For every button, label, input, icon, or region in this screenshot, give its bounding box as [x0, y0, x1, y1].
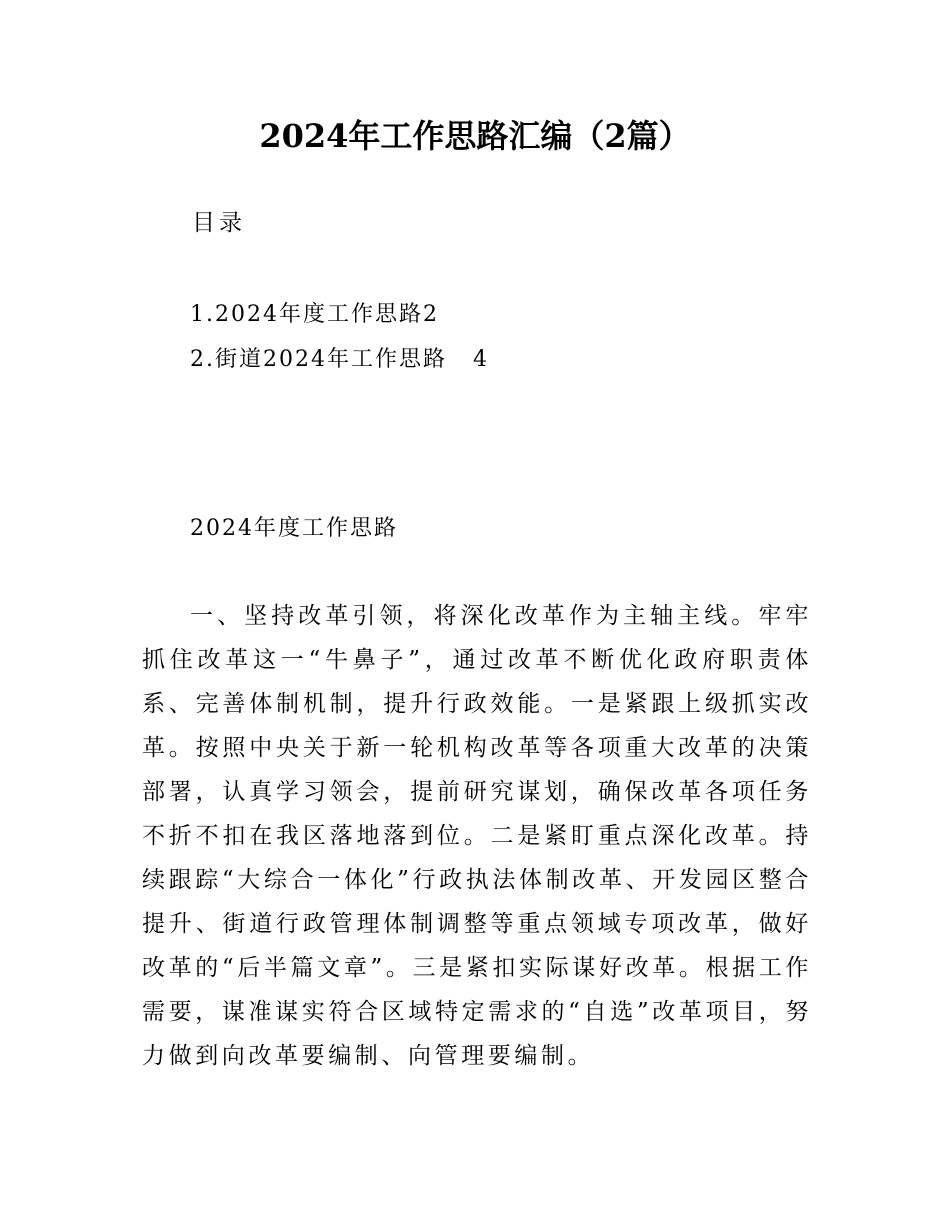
- toc-item[interactable]: [190, 292, 489, 337]
- section-heading: 2024年度工作思路: [190, 516, 398, 541]
- document-title: 2024年工作思路汇编（2篇）: [259, 117, 691, 155]
- toc-item-page: 2: [422, 302, 439, 327]
- body-paragraph: 一、坚持改革引领，将深化改革作为主轴主线。牢牢抓住改革这一“牛鼻子”，通过改革不断优化政府职责体系、完善体制机制，提升行政效能。一是紧跟上级抓实改革。按照中央关于新一轮机构改革等各项重大改革的决策部署，认真学习领会，提前研究谋划，确保改革各项任务不折不扣在我区落地落到位。二是紧盯重点深化改革。持续跟踪“大综合一体化”行政执法体制改革、开发园区整合提升、街道行政管理体制调整等重点领域专项改革，做好改革的“后半篇文章”。三是紧扣实际谋好改革。根据工作需要，谋准谋实符合区域特定需求的“自选”改革项目，努力做到向改革要编制、向管理要编制。: [142, 603, 812, 1069]
- toc-item[interactable]: [190, 337, 489, 382]
- toc-item-label: 2.街道2024年工作思路: [190, 347, 447, 372]
- toc-heading: 目录: [192, 210, 246, 236]
- toc-item-label: 1.2024年度工作思路: [190, 302, 423, 327]
- toc-item-page: 4: [472, 347, 489, 372]
- table-of-contents: [190, 292, 489, 382]
